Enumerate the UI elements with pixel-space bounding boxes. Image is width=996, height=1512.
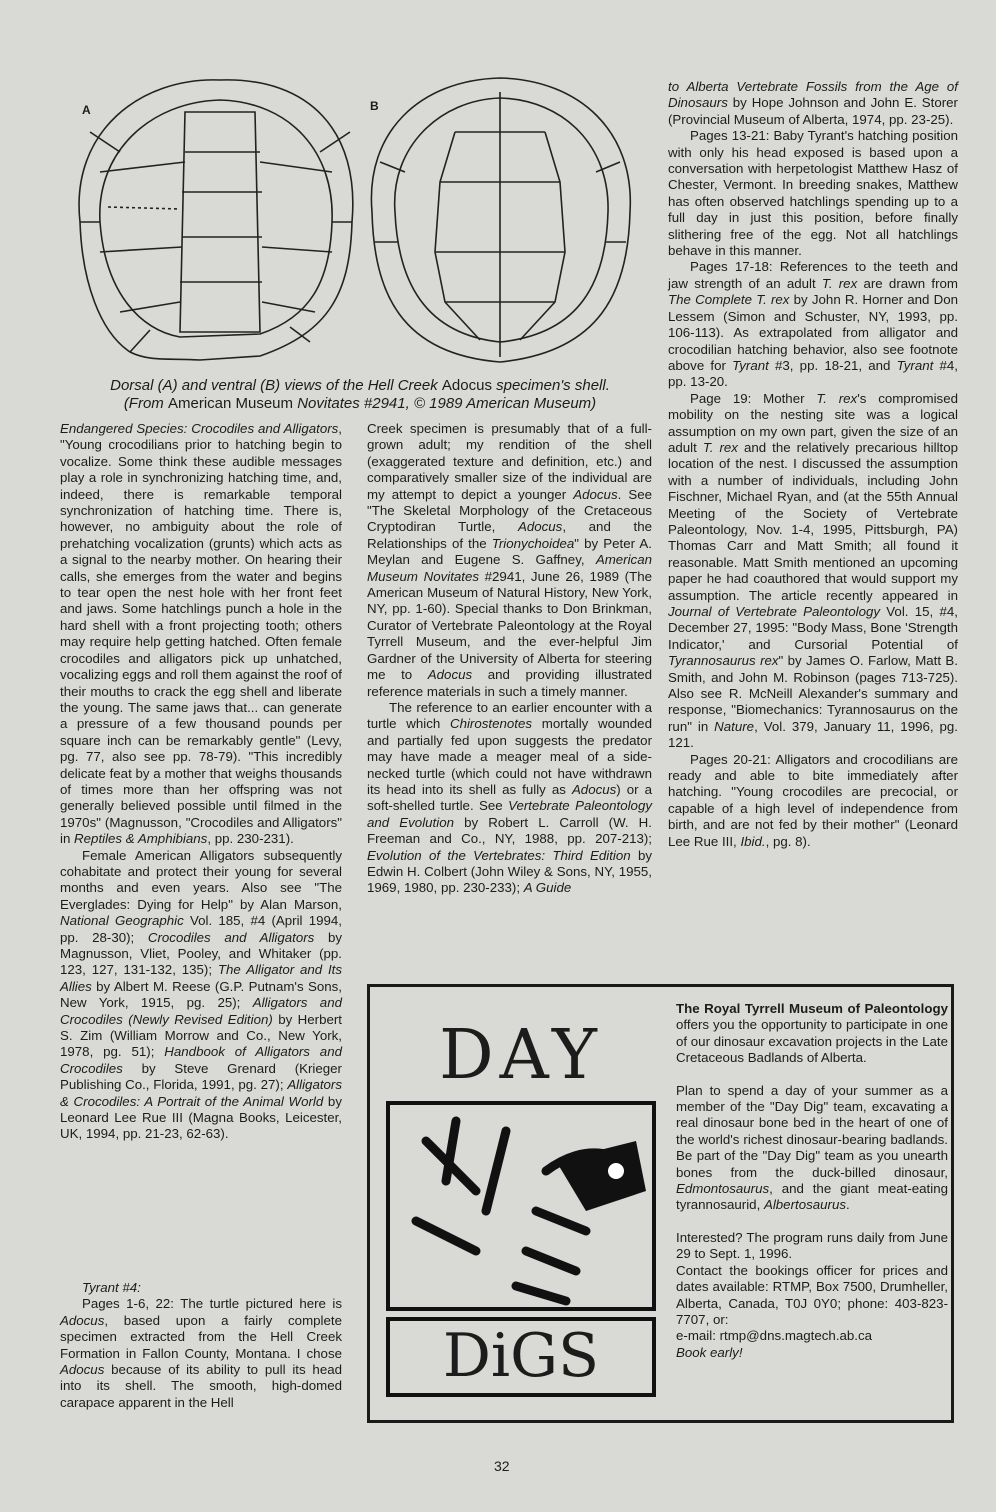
caption-line-1 (40, 377, 680, 395)
text-run: Handbook of Alligators and Crocodiles (60, 1044, 342, 1076)
text-run: Alligators & Crocodiles: A Portrait of the Animal World (60, 1077, 342, 1109)
turtle-shell-illustration (60, 72, 660, 372)
turtle-shell-figure (60, 72, 660, 372)
text-run: , and the Relationships of the (367, 519, 652, 551)
text-run: The Complete T. rex (668, 292, 790, 308)
text-run: , and the giant meat-eating tyrannosaurid, (676, 1181, 948, 1213)
caption-line-2 (40, 395, 680, 413)
text-run: Vol. 185, #4 (April 1994, pp. 28-30); (60, 913, 342, 945)
footnote-tyrant-4 (60, 1280, 342, 1411)
text-run: Edmontosaurus (676, 1181, 770, 1197)
text-run: Female American Alligators subsequently cohabitate and protect their young for several months and even years. Also see "The Everglades: Dying for Help" by Alan Marson, (60, 847, 342, 912)
paragraph (668, 128, 958, 259)
text-run: to Alberta Vertebrate Fossils from the Age of Dinosaurs (668, 79, 958, 111)
text-run: Novitates #2941, © 1989 American Museum) (293, 395, 597, 412)
text-run: Adocus (427, 667, 473, 683)
text-run: Nature (714, 718, 755, 734)
text-run: e-mail: rtmp@dns.magtech.ab.ca (676, 1328, 873, 1344)
text-run: Adocus (441, 377, 492, 394)
text-run: Journal of Vertebrate Paleontology (668, 604, 881, 619)
text-run: , Vol. 379, January 11, 1996, pg. 121. (668, 718, 958, 751)
column-2 (367, 421, 652, 897)
text-run: #4, pp. 13-20. (668, 357, 958, 390)
figure-label-b: B (370, 99, 379, 113)
text-run: Pages 13-21: Baby Tyrant's hatching position with only his head exposed is based upon a conversation with herpetologist Matthew Hasz of Chester, Vermont. In breeding snakes, Matthew has often observed hatchlings spending up to a full day in just this position, before finally slithering free of the egg. Not all hatchlings behave in this manner. (668, 128, 958, 259)
text-run: Interested? The program runs daily from June 29 to Sept. 1, 1996. (676, 1229, 948, 1262)
text-run: , based upon a fairly complete specimen extracted from the Hell Creek Formation in Fallon County, Montana. I chose (60, 1312, 342, 1361)
text-run: offers you the opportunity to participate in one of our dinosaur excavation projects in the Late Cretaceous Badlands of Alberta. (676, 1017, 949, 1066)
text-run: Albertosaurus (763, 1197, 847, 1213)
text-run: Tyrant (732, 357, 769, 373)
text-run: are drawn from (857, 275, 958, 291)
paragraph (668, 79, 958, 128)
ad-body-text (676, 1001, 948, 1361)
text-run: specimen's shell. (491, 377, 610, 394)
text-run: Pages 20-21: Alligators and crocodilians are ready and able to bite immediately after hatching. "Young crocodiles are precocial, or capable of a high level of independence from birth, and are not fed by their mother" (Leonard Lee Rue III, (668, 751, 958, 849)
text-run: National Geographic (60, 913, 184, 929)
text-run: Crocodiles and Alligators (147, 929, 315, 945)
text-run: by Magnusson, Vliet, Pooley, and Whitaker (pp. 123, 127, 131-132, 135); (60, 929, 342, 978)
text-run: 's compromised mobility on the nesting site was a logical assumption on my own part, given the size of an adult (668, 390, 958, 455)
paragraph (676, 1263, 948, 1329)
text-run: Pages 1-6, 22: The turtle pictured here is (82, 1296, 342, 1312)
text-run: , pg. 8). (765, 833, 811, 849)
text-run: Dorsal (A) and ventral (B) views of the Hell Creek (110, 377, 442, 394)
text-run: Plan to spend a day of your summer as a member of the "Day Dig" team, excavating a real dinosaur bone bed in the heart of one of the world's richest dinosaur-bearing badlands. Be part of the "Day Dig" team as you unearth bones from the duck-billed dinosaur, (676, 1082, 948, 1180)
paragraph (60, 848, 342, 1143)
column-1 (60, 421, 342, 1143)
figure-caption (40, 377, 680, 413)
text-run: by Steve Grenard (Krieger Publishing Co., Florida, 1991, pg. 27); (60, 1060, 342, 1093)
text-run: Adocus (571, 781, 617, 797)
text-run: by Herbert S. Zim (William Morrow and Co., New York, 1978, pg. 51); (60, 1011, 342, 1060)
text-run: Adocus (60, 1362, 105, 1378)
text-run: " by James O. Farlow, Matt B. Smith, and John M. Robinson (pages 713-725). Also see R. McNeill Alexander's summary and response, "Biomechanics: Tyrannosaurus on the run" in (668, 653, 958, 734)
text-run: T. rex (816, 390, 858, 406)
text-run: Trionychoidea (491, 535, 575, 551)
text-run: American Museum Novitates (367, 552, 652, 584)
text-run: and providing illustrated reference materials in such a timely manner. (367, 667, 653, 699)
text-run: by Edwin H. Colbert (John Wiley & Sons, NY, 1955, 1969, 1980, pp. 230-233); (367, 847, 652, 896)
text-run: ) or a soft-shelled turtle. See (367, 781, 653, 814)
text-run: Contact the bookings officer for prices and dates available: RTMP, Box 7500, Drumheller, Alberta, Canada, T0J 0Y0; phone: 403-823-7707, or: (676, 1262, 948, 1327)
text-run: Page 19: Mother (690, 390, 817, 406)
text-run: Vertebrate Paleontology and Evolution (367, 798, 652, 830)
footnote-body (60, 1296, 342, 1411)
text-run: Ibid. (740, 833, 766, 849)
paragraph (676, 1001, 948, 1067)
text-run: Pages 17-18: References to the teeth and jaw strength of an adult (668, 259, 958, 291)
text-run: Creek specimen is presumably that of a full-grown adult; my rendition of the shell (exaggerated texture and definition, etc.) and comparatively smaller size of the individual are my attempt to depict a younger (367, 421, 652, 502)
text-run: . See "The Skeletal Morphology of the Cretaceous Cryptodiran Turtle, (367, 486, 652, 535)
footnote-heading: Tyrant #4: (82, 1280, 141, 1295)
day-digs-advertisement (367, 984, 954, 1423)
figure-label-a: A (82, 103, 91, 117)
text-run: Endangered Species: Crocodiles and Alligators (60, 421, 339, 436)
text-run: Evolution of the Vertebrates: Third Edition (367, 847, 631, 863)
text-run: Tyrant (896, 357, 934, 373)
text-run: Adocus (517, 519, 563, 535)
text-run: because of its ability to pull its head into its shell. The smooth, high-domed carapace apparent in the Hell (60, 1362, 342, 1410)
text-run: The reference to an earlier encounter with a turtle which (367, 699, 652, 732)
text-run: The Royal Tyrrell Museum of Paleontology (676, 1001, 948, 1016)
text-run: Vol. 15, #4, December 27, 1995: "Body Mass, Bone 'Strength Indicator,' and Cursorial Potential of (668, 604, 958, 652)
paragraph (60, 1296, 342, 1411)
paragraph (367, 421, 652, 700)
text-run: by Albert M. Reese (G.P. Putnam's Sons, New York, 1915, pg. 25); (60, 978, 342, 1011)
text-run: Alligators and Crocodiles (Newly Revised Edition) (60, 995, 342, 1027)
text-run: " by Peter A. Meylan and Eugene S. Gaffney, (367, 535, 652, 568)
text-run: The Alligator and Its Allies (60, 962, 343, 994)
paragraph (668, 259, 958, 390)
text-run: American Museum (167, 395, 294, 412)
paragraph (60, 421, 342, 848)
text-run: Chirostenotes (449, 716, 533, 732)
shell-b-outline (371, 78, 630, 362)
text-run: Adocus (573, 486, 618, 502)
paragraph (676, 1345, 948, 1361)
day-digs-logo (386, 1016, 656, 1391)
text-run: Book early! (676, 1344, 743, 1360)
text-run: T. rex (702, 439, 738, 455)
shell-a-outline (79, 80, 353, 360)
text-run: Reptiles & Amphibians (74, 831, 208, 847)
paragraph (676, 1083, 948, 1214)
text-run: T. rex (821, 275, 858, 291)
text-run: #2941, June 26, 1989 (The American Museum of Natural History, New York, NY, pp. 1-60). Special thanks to Don Brinkman, Curator of Vertebrate Paleontology at the Royal Tyrrell Museum, and the ever-helpful Jim Gardner of the University of Alberta for steering me to (367, 568, 652, 683)
text-run: and the relatively precarious hilltop location of the nest. I discussed the assumption with a number of individuals, including John Fischner, Michael Ryan, and (at the 55th Annual Meeting of the Society of Vertebrate Paleontology, Nov. 1-4, 1995, Pittsburgh, PA) Thomas Carr and Matt Smith; all found it reasonable. Matt Smith mentioned an upcoming paper he had coauthored that would support my assumption. The article recently appeared in (668, 439, 959, 603)
text-run: A Guide (523, 880, 572, 896)
text-run: (From (123, 395, 168, 412)
logo-bottom-text: DiGS (386, 1317, 656, 1397)
text-run: Adocus (60, 1312, 105, 1328)
logo-top-text: DAY (439, 1016, 603, 1095)
text-run: #3, pp. 18-21, and (768, 357, 897, 373)
page-number: 32 (494, 1458, 510, 1474)
text-run: by Robert L. Carroll (W. H. Freeman and Co., NY, 1988, pp. 207-213); (367, 814, 652, 847)
dinosaur-skeleton-icon (386, 1101, 656, 1311)
paragraph (367, 700, 652, 897)
text-run: . (846, 1197, 850, 1213)
text-run: by Hope Johnson and John E. Storer (Provincial Museum of Alberta, 1974, pp. 23-25). (668, 95, 958, 127)
text-run: Tyrannosaurus rex (668, 653, 779, 669)
text-run: by Leonard Lee Rue III (Magna Books, Leicester, UK, 1994, pp. 21-23, 62-63). (60, 1093, 342, 1142)
text-run: , pp. 230-231). (207, 831, 294, 847)
paragraph (668, 752, 958, 850)
text-run: mortally wounded and partially fed upon suggests the predator may have made a meager meal of a side-necked turtle (which could not have withdrawn its head into its shell as fully as (367, 716, 652, 797)
paragraph (676, 1230, 948, 1263)
paragraph (676, 1328, 948, 1344)
column-3 (668, 79, 958, 850)
text-run: by John R. Horner and Don Lessem (Simon and Schuster, NY, 1993, pp. 106-113). As extrapolated from alligator and crocodilian hatching behavior, also see footnote above for (668, 292, 958, 373)
paragraph (668, 391, 958, 752)
text-run: , "Young crocodilians prior to hatching begin to vocalize. Some think these audible messages play a role in synchronizing hatching time, and, indeed, there is remarkable temporal synchronization of hatching time. There is, however, no ambiguity about the role of prehatching vocalization (grunts) which acts as a signal to the nearby mother. On hearing their calls, she emerges from the water and begins to tear open the nest hole with her front feet and jaws. Some hatchlings punch a hole in the hard shell with a front projecting tooth; others may require help getting hatched. Often female crocodiles and alligators pick up unhatched, vocalizing eggs and roll them against the roof of their mouths to crack the egg shell and liberate the young. The same jaws that... can generate a pressure of a few thousand pounds per square inch can be remarkably gentle" (Levy, pg. 77, also see pp. 78-79). "This incredibly delicate feat by a mother that weighs thousands of times more than her offspring was not generally believed possible until filmed in the 1970s" (Magnusson, "Crocodiles and Alligators" in (60, 421, 342, 847)
